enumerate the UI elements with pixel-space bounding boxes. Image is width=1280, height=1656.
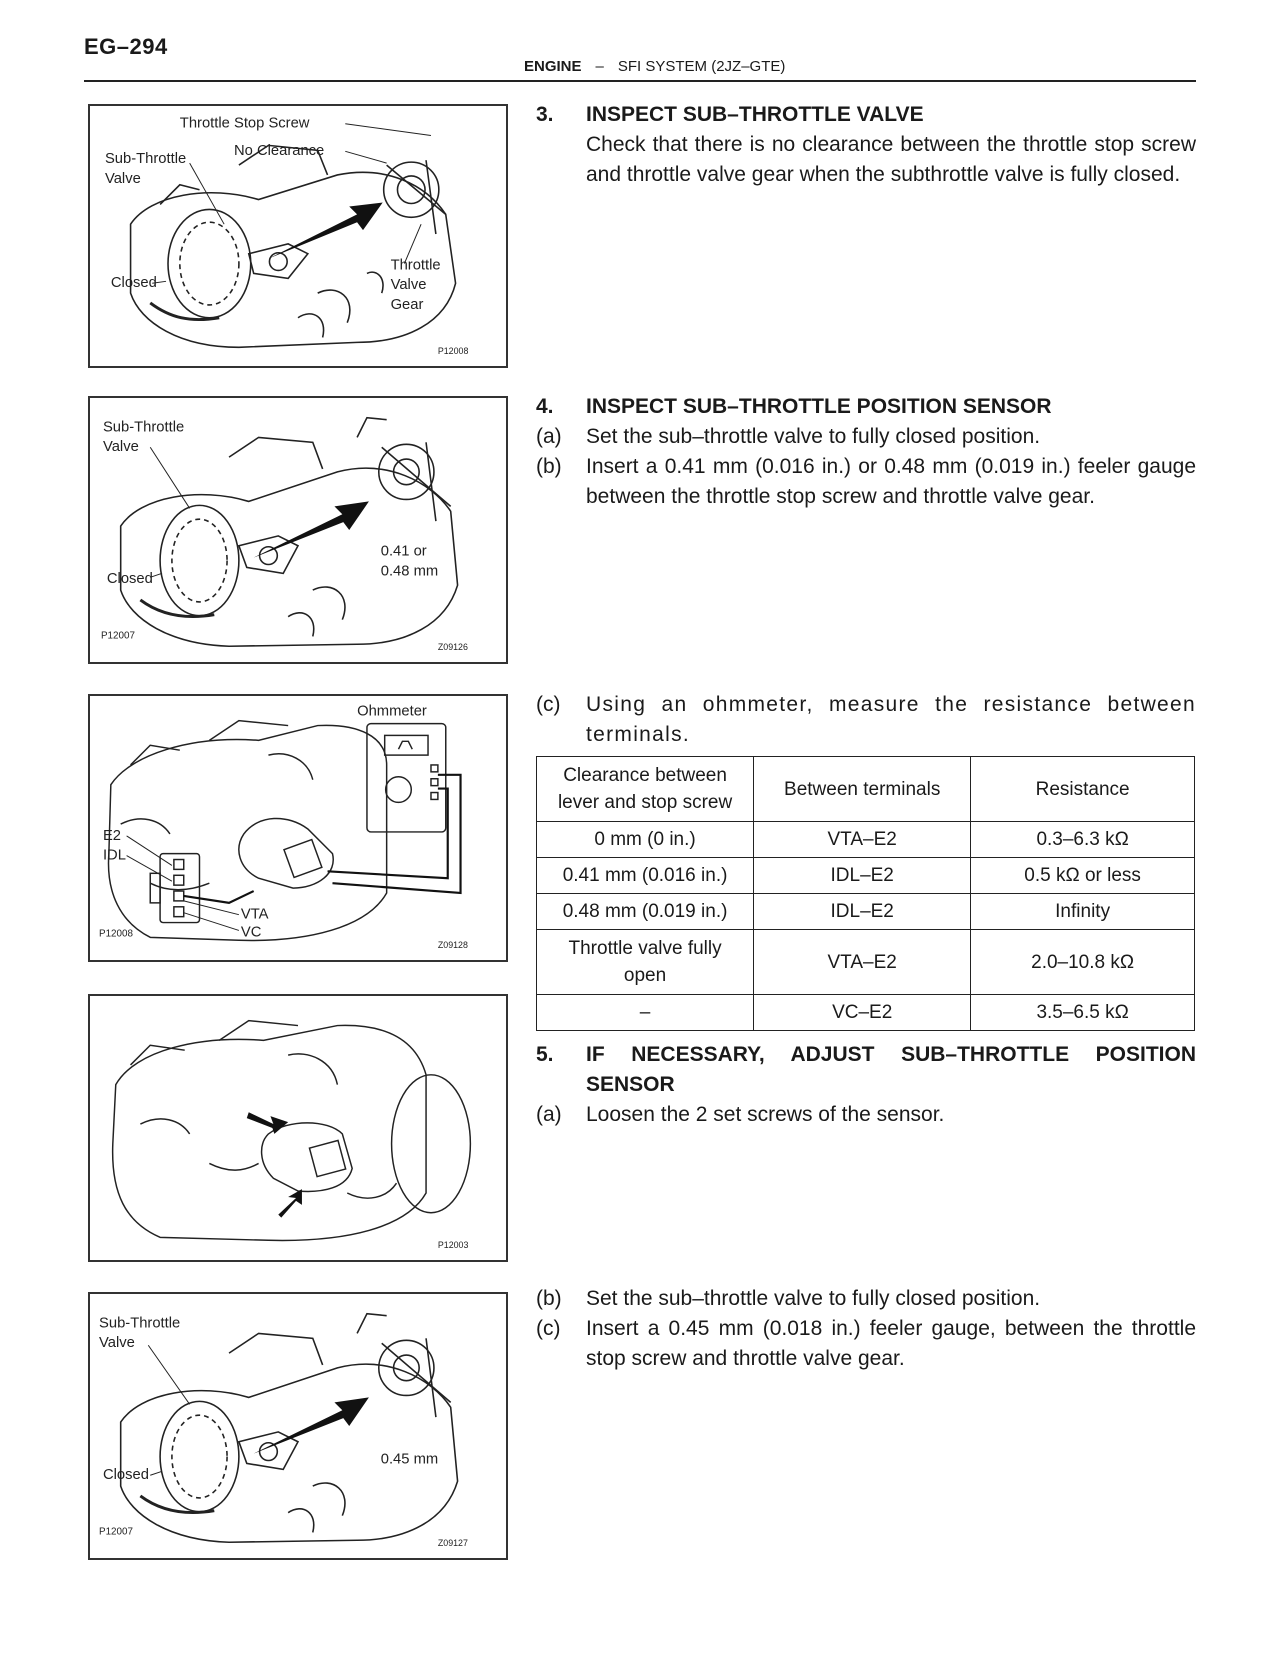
table-cell: Throttle valve fully open bbox=[537, 930, 754, 995]
table-cell: 3.5–6.5 kΩ bbox=[971, 995, 1195, 1031]
label-sub-throttle: Sub-Throttle bbox=[104, 151, 187, 168]
figure-code: P12003 bbox=[437, 1240, 469, 1251]
throttle-body-illustration-3 bbox=[90, 1294, 506, 1558]
resistance-table bbox=[536, 756, 1195, 1031]
table-cell: 0.41 mm (0.016 in.) bbox=[537, 858, 754, 894]
throttle-body-illustration-1 bbox=[90, 106, 506, 366]
section-3-number: 3. bbox=[536, 103, 554, 126]
arrow-icon bbox=[247, 1112, 288, 1134]
label-vta: VTA bbox=[240, 906, 269, 923]
table-row bbox=[537, 858, 1195, 894]
label-gear-valve: Valve bbox=[390, 277, 427, 294]
table-header-cell: Resistance bbox=[971, 757, 1195, 822]
step-text: Set the sub–throttle valve to fully closed position. bbox=[586, 1287, 1041, 1310]
table-row bbox=[537, 894, 1195, 930]
label-gauge-line2: 0.48 mm bbox=[380, 563, 439, 580]
table-header-cell: Clearance between lever and stop screw bbox=[537, 757, 754, 822]
label-gauge-line1: 0.41 or bbox=[380, 543, 427, 560]
label-no-clearance: No Clearance bbox=[233, 143, 325, 160]
section-3-text: Check that there is no clearance between the throttle stop screw and throttle valve gear when the subthrottle valve is fully closed. bbox=[586, 133, 1196, 186]
header-separator: – bbox=[595, 58, 604, 75]
table-header-cell: Between terminals bbox=[754, 757, 971, 822]
label-valve: Valve bbox=[99, 1335, 135, 1352]
label-e2: E2 bbox=[102, 827, 122, 844]
table-cell: 0 mm (0 in.) bbox=[537, 822, 754, 858]
figure-code-right: Z09126 bbox=[437, 642, 468, 653]
label-sub-throttle: Sub-Throttle bbox=[102, 419, 185, 436]
label-closed: Closed bbox=[110, 275, 157, 292]
table-cell: IDL–E2 bbox=[754, 894, 971, 930]
step-text: Insert a 0.45 mm (0.018 in.) feeler gauge, between the throttle stop screw and throttle valve gear. bbox=[586, 1317, 1196, 1370]
figure-sub-throttle-sensor bbox=[88, 396, 508, 664]
table-cell: VC–E2 bbox=[754, 995, 971, 1031]
running-header bbox=[524, 58, 785, 75]
label-sub-throttle: Sub-Throttle bbox=[99, 1315, 181, 1332]
step-text: Insert a 0.41 mm (0.016 in.) or 0.48 mm (0.019 in.) feeler gauge between the throttle stop screw and throttle valve gear. bbox=[586, 455, 1196, 508]
figure-code-left: P12007 bbox=[100, 630, 135, 642]
label-gauge: 0.45 mm bbox=[380, 1451, 439, 1468]
sensor-screws-illustration bbox=[90, 996, 506, 1260]
step-text: Loosen the 2 set screws of the sensor. bbox=[586, 1103, 945, 1126]
label-closed: Closed bbox=[102, 1467, 149, 1484]
figure-feeler-gauge bbox=[88, 1292, 508, 1560]
figure-code: P12008 bbox=[437, 346, 469, 357]
arrow-icon bbox=[278, 1189, 302, 1218]
figure-code-left: P12008 bbox=[99, 928, 133, 940]
figure-sub-throttle-valve bbox=[88, 104, 508, 368]
label-gear: Gear bbox=[390, 296, 424, 313]
section-3-title: INSPECT SUB–THROTTLE VALVE bbox=[586, 103, 924, 126]
figure-ohmmeter-test bbox=[88, 694, 508, 962]
label-throttle: Throttle bbox=[390, 257, 441, 274]
step-label: (b) bbox=[536, 1287, 562, 1310]
label-valve: Valve bbox=[104, 170, 141, 187]
figure-code-right: Z09128 bbox=[437, 940, 468, 951]
section-name: ENGINE bbox=[524, 58, 582, 75]
step-text: Using an ohmmeter, measure the resistance between terminals. bbox=[586, 693, 1196, 746]
table-cell: – bbox=[537, 995, 754, 1031]
table-header-row bbox=[537, 757, 1195, 822]
section-5-steps-b-c bbox=[536, 1284, 1196, 1374]
label-ohmmeter: Ohmmeter bbox=[357, 703, 427, 720]
figure-code-left: P12007 bbox=[99, 1526, 133, 1538]
table-cell: 0.48 mm (0.019 in.) bbox=[537, 894, 754, 930]
section-4-step-c bbox=[536, 690, 1196, 750]
label-valve: Valve bbox=[102, 439, 139, 456]
table-row bbox=[537, 930, 1195, 995]
figure-code-right: Z09127 bbox=[437, 1538, 468, 1549]
table-cell: VTA–E2 bbox=[754, 822, 971, 858]
step-label: (a) bbox=[536, 425, 562, 448]
table-cell: 0.3–6.3 kΩ bbox=[971, 822, 1195, 858]
step-text: Set the sub–throttle valve to fully closed position. bbox=[586, 425, 1041, 448]
page-number: EG–294 bbox=[84, 34, 168, 59]
arrow-icon bbox=[254, 1397, 369, 1453]
arrow-icon bbox=[254, 501, 369, 557]
arrow-icon bbox=[268, 203, 382, 259]
table-cell: 0.5 kΩ or less bbox=[971, 858, 1195, 894]
label-throttle-stop-screw: Throttle Stop Screw bbox=[179, 115, 310, 132]
subsection-name: SFI SYSTEM (2JZ–GTE) bbox=[617, 58, 786, 75]
table-cell: VTA–E2 bbox=[754, 930, 971, 995]
table-cell: IDL–E2 bbox=[754, 858, 971, 894]
step-label: (a) bbox=[536, 1103, 562, 1126]
section-4 bbox=[536, 392, 1196, 512]
header-rule bbox=[84, 80, 1196, 82]
table-cell: 2.0–10.8 kΩ bbox=[971, 930, 1195, 995]
table-row bbox=[537, 822, 1195, 858]
ohmmeter-illustration bbox=[90, 696, 506, 960]
section-4-title: INSPECT SUB–THROTTLE POSITION SENSOR bbox=[586, 395, 1052, 418]
section-4-number: 4. bbox=[536, 395, 554, 418]
step-label: (b) bbox=[536, 455, 562, 478]
figure-sensor-set-screws bbox=[88, 994, 508, 1262]
step-label: (c) bbox=[536, 1317, 561, 1340]
label-idl: IDL bbox=[102, 847, 126, 864]
table-row bbox=[537, 995, 1195, 1031]
section-5 bbox=[536, 1040, 1196, 1130]
section-5-title: IF NECESSARY, ADJUST SUB–THROTTLE POSITION SENSOR bbox=[586, 1043, 1196, 1096]
label-vc: VC bbox=[240, 924, 262, 941]
step-label: (c) bbox=[536, 693, 561, 716]
section-5-number: 5. bbox=[536, 1043, 554, 1066]
throttle-body-illustration-2 bbox=[90, 398, 506, 662]
label-closed: Closed bbox=[106, 571, 153, 588]
section-3 bbox=[536, 100, 1196, 190]
table-cell: Infinity bbox=[971, 894, 1195, 930]
